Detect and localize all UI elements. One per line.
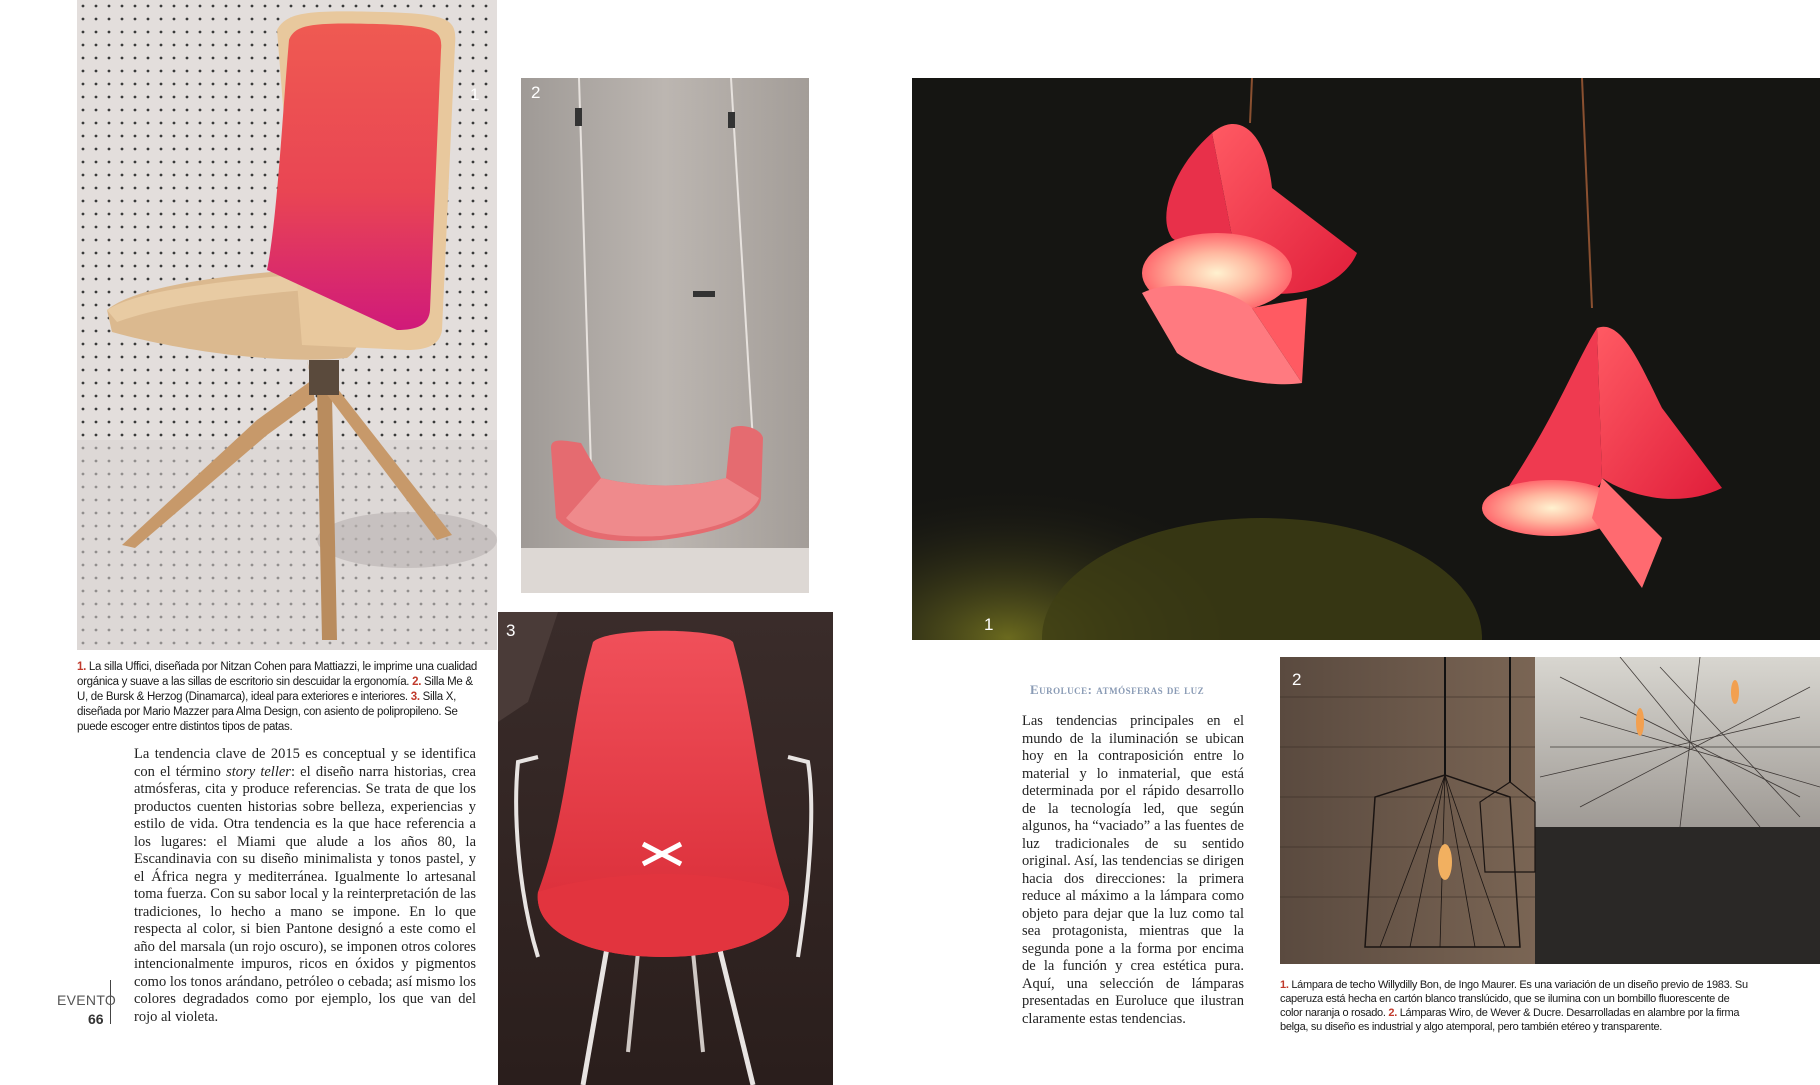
uffici-chair-photo	[77, 0, 497, 650]
page-number: 66	[88, 1011, 104, 1027]
chairs-caption	[77, 660, 480, 735]
photo-number-lamps-1: 1	[984, 615, 994, 634]
willydilly-lamps-photo	[912, 78, 1820, 640]
lamps-caption-number-2: 2.	[1388, 1007, 1397, 1019]
caption-text-3: Silla X, diseñada por Mario Mazzer para Alma Design, con asiento de polipropileno. Se puede escoger entre distintos tipos de patas.	[77, 691, 458, 733]
caption-text-1: La silla Uffici, diseñada por Nitzan Cohen para Mattiazzi, le imprime una cualidad orgánica y suave a las sillas de escritorio sin descuidar la ergonomía.	[77, 661, 478, 688]
article-left-text-start: La tendencia clave de 2015 es conceptual y se identifica con el término	[134, 746, 476, 780]
lamps-caption-number-1: 1.	[1280, 979, 1289, 991]
photo-number-2: 2	[531, 83, 541, 102]
lamps-caption-text-2: Lámparas Wiro, de Wever & Ducre. Desarrolladas en alambre por la firma belga, su diseño es industrial y algo atemporal, pero también etéreo y transparente.	[1280, 1007, 1740, 1033]
photo-number-lamps-2: 2	[1292, 670, 1302, 689]
article-left-italic-term: story teller	[226, 763, 291, 780]
caption-number-3: 3.	[410, 691, 420, 703]
lamps-caption	[1280, 978, 1750, 1034]
article-body-right: Las tendencias principales en el mundo de la iluminación se ubican hoy en la contraposición entre lo material y lo inmaterial, que está determinada por el rápido desarrollo de la tecnología led, que según algunos, ha “vaciado” a las fuentes de luz tradicionales de su sentido original. Así, las tendencias se dirigen hacia dos direcciones: la primera reduce al máximo a la lámpara como objeto para dejar que la luz como tal sea protagonista, mientras que la segunda pone a la forma por encima de la función y crea estética pura. Aquí, una selección de lámparas presentadas en Euroluce que ilustran claramente estas tendencias.	[1022, 713, 1244, 1027]
wiro-lamps-photo	[1280, 657, 1820, 964]
photo-number-1: 1	[470, 85, 480, 104]
caption-text-2: Silla Me & U, de Bursk & Herzog (Dinamarca), ideal para exteriores e interiores.	[77, 676, 473, 703]
photo-number-3: 3	[506, 621, 516, 640]
article-left-text-rest: : el diseño narra historias, crea atmósferas, cita y produce referencias. Se trata de que los productos cuenten historias sobre belleza, experiencias y estilo de vida. Otra tendencia es la que hace referencia a los lugares: el Miami que alude a los años 80, la Escandinavia con su diseño minimalista y tonos pastel, y el África negra y mediterránea. Igualmente lo artesanal toma fuerza. Con su sabor local y la reinterpretación de las tradiciones, lo hecho a mano se impone. En lo que respecta al color, si bien Pantone designó a este como el año del marsala (un rojo oscuro), se imponen otros colores intencionalmente impuros, ricos en óxidos y pigmentos como los tonos arándano, petróleo o cebada; así mismo los colores degradados como por ejemplo, los que van del rojo al violeta.	[134, 763, 476, 1025]
section-label: EVENTO	[57, 992, 117, 1008]
lamps-caption-text-1: Lámpara de techo Willydilly Bon, de Ingo Maurer. Es una variación de un diseño previo de 1983. Su caperuza está hecha en cartón blanco translúcido, que se ilumina con un bombillo fluorescente de color naranja o rosado.	[1280, 979, 1748, 1019]
caption-number-2: 2.	[412, 676, 422, 688]
caption-number-1: 1.	[77, 661, 86, 673]
me-and-u-swing-photo	[521, 78, 809, 593]
article-body-left	[134, 746, 476, 1026]
euroluce-heading: Euroluce: atmósferas de luz	[1030, 682, 1205, 697]
x-chair-photo	[498, 612, 833, 1085]
